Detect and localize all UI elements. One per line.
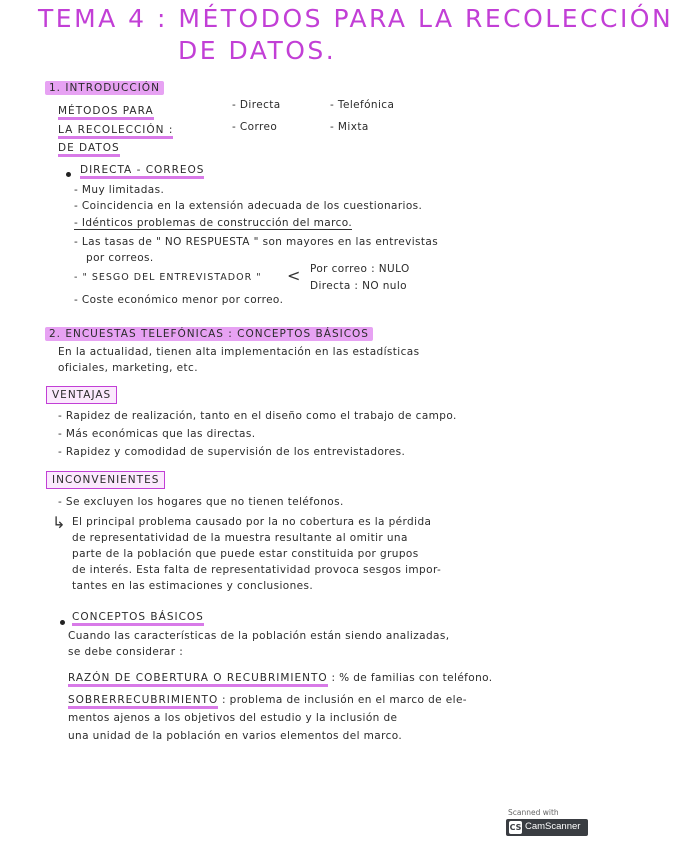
page-title-line-1: TEMA 4 : MÉTODOS PARA LA RECOLECCIÓN bbox=[38, 4, 673, 33]
list-item-text: - Idénticos problemas de construcción del marco. bbox=[74, 217, 353, 229]
section-1-heading-text: 1. INTRODUCCIÓN bbox=[45, 81, 164, 95]
section-2-heading bbox=[45, 328, 373, 340]
methods-label-text-3: DE DATOS bbox=[58, 142, 120, 157]
list-item: - Coste económico menor por correo. bbox=[74, 294, 284, 306]
paragraph-line: de representatividad de la muestra resultante al omitir una bbox=[72, 532, 408, 544]
paragraph-line: tantes en las estimaciones y conclusiones. bbox=[72, 580, 314, 592]
section-2-intro-line-1: En la actualidad, tienen alta implementación en las estadísticas bbox=[58, 346, 420, 358]
ventajas-label bbox=[46, 389, 117, 401]
section-2-heading-text: 2. ENCUESTAS TELEFÓNICAS : CONCEPTOS BÁSICOS bbox=[45, 327, 373, 341]
razon-cobertura-term: RAZÓN DE COBERTURA O RECUBRIMIENTO bbox=[68, 672, 328, 687]
sobrerrecubrimiento-line-2: mentos ajenos a los objetivos del estudio y la inclusión de bbox=[68, 712, 398, 724]
paragraph-line: El principal problema causado por la no cobertura es la pérdida bbox=[72, 516, 432, 528]
branch-arrow-icon: < bbox=[287, 266, 301, 285]
methods-label-line-1 bbox=[58, 105, 154, 117]
subheading-directa-correos-text: DIRECTA - CORREOS bbox=[80, 164, 204, 179]
ventajas-label-text: VENTAJAS bbox=[46, 386, 117, 404]
list-item-continuation: por correos. bbox=[86, 252, 154, 264]
sobrerrecubrimiento-line-1 bbox=[68, 694, 467, 706]
sesgo-branch: Directa : NO nulo bbox=[310, 280, 407, 292]
section-1-heading bbox=[45, 82, 164, 94]
paragraph-line: parte de la población que puede estar constituida por grupos bbox=[72, 548, 419, 560]
list-item: - Coincidencia en la extensión adecuada de los cuestionarios. bbox=[74, 200, 423, 212]
method-item: - Correo bbox=[232, 121, 278, 133]
conceptos-label bbox=[72, 611, 204, 623]
sobrerrecubrimiento-line-3: una unidad de la población en varios elementos del marco. bbox=[68, 730, 403, 742]
methods-label-text-2: LA RECOLECCIÓN : bbox=[58, 124, 173, 139]
conceptos-label-text: CONCEPTOS BÁSICOS bbox=[72, 611, 204, 626]
bullet-dot bbox=[66, 172, 71, 177]
sobrerrecubrimiento-term: SOBRERRECUBRIMIENTO bbox=[68, 694, 218, 709]
conceptos-line-1: Cuando las características de la población están siendo analizadas, bbox=[68, 630, 450, 642]
camscanner-logo-icon: CS bbox=[509, 823, 522, 832]
list-item: - Rapidez de realización, tanto en el diseño como el trabajo de campo. bbox=[58, 410, 457, 422]
methods-label-line-3 bbox=[58, 142, 120, 154]
list-item: - Las tasas de " NO RESPUESTA " son mayores en las entrevistas bbox=[74, 236, 439, 248]
method-item: - Directa bbox=[232, 99, 281, 111]
method-item: - Telefónica bbox=[330, 99, 395, 111]
methods-label-text-1: MÉTODOS PARA bbox=[58, 105, 154, 120]
list-item: - Se excluyen los hogares que no tienen teléfonos. bbox=[58, 496, 344, 508]
paragraph-line: de interés. Esta falta de representatividad provoca sesgos impor- bbox=[72, 564, 442, 576]
method-item: - Mixta bbox=[330, 121, 369, 133]
camscanner-brand: CamScanner bbox=[525, 821, 581, 832]
bullet-dot bbox=[60, 620, 65, 625]
razon-cobertura-line bbox=[68, 672, 493, 684]
scanned-with-text: Scanned with bbox=[508, 808, 559, 817]
list-item: - " SESGO DEL ENTREVISTADOR " bbox=[74, 272, 262, 283]
camscanner-badge bbox=[506, 819, 588, 836]
list-item: - Rapidez y comodidad de supervisión de los entrevistadores. bbox=[58, 446, 406, 458]
subheading-directa-correos bbox=[80, 164, 204, 176]
razon-cobertura-def: : % de familias con teléfono. bbox=[331, 672, 493, 684]
turn-arrow-icon: ↳ bbox=[52, 513, 66, 532]
sesgo-branch: Por correo : NULO bbox=[310, 263, 410, 275]
list-item: - Más económicas que las directas. bbox=[58, 428, 256, 440]
list-item bbox=[74, 217, 352, 229]
methods-label-line-2 bbox=[58, 124, 173, 136]
section-2-intro-line-2: oficiales, marketing, etc. bbox=[58, 362, 198, 374]
sobrerrecubrimiento-def: : problema de inclusión en el marco de ele- bbox=[221, 694, 468, 706]
page-title-line-2: DE DATOS. bbox=[178, 36, 337, 65]
inconvenientes-label-text: INCONVENIENTES bbox=[46, 471, 165, 489]
camscanner-watermark bbox=[506, 808, 588, 838]
inconvenientes-label bbox=[46, 474, 165, 486]
conceptos-line-2: se debe considerar : bbox=[68, 646, 184, 658]
list-item: - Muy limitadas. bbox=[74, 184, 165, 196]
